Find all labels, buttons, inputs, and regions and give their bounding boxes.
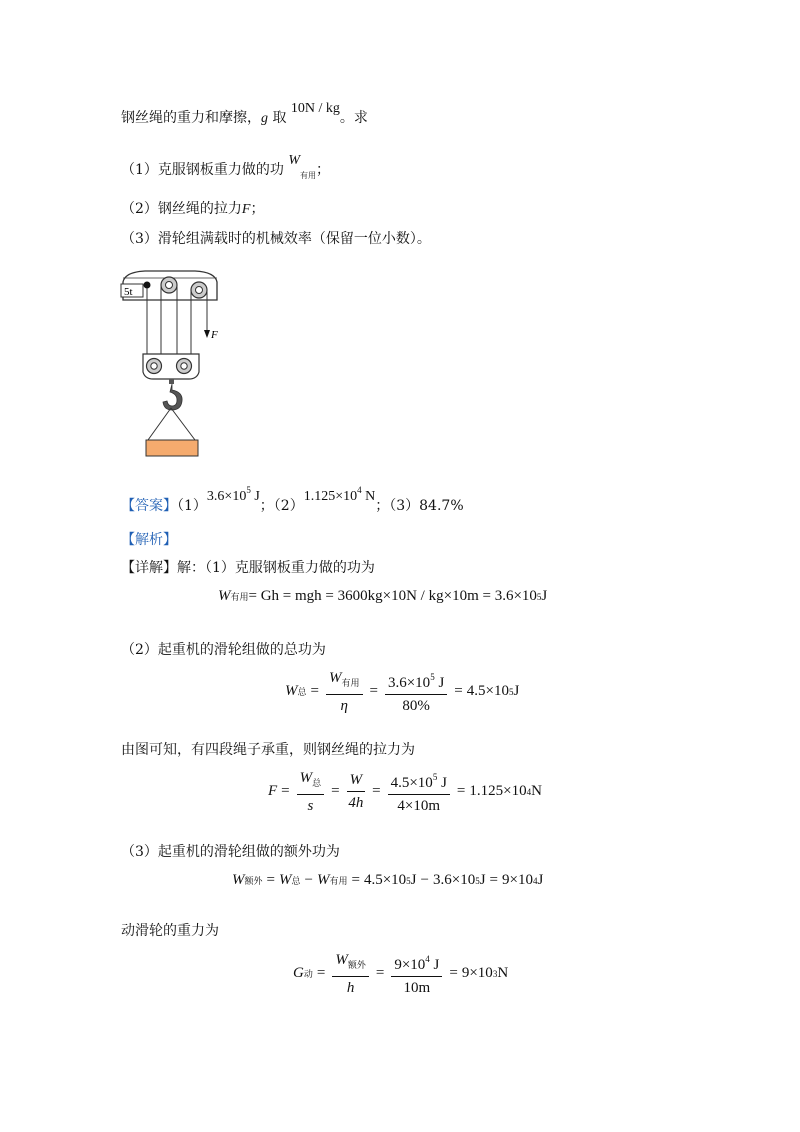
equation-2: W 总 = $\frac{W_{有用}}{\eta}$ = $\frac{3.6\times 10^5 J}{80\%}$ = 4.5×10 5 J (285, 669, 520, 714)
q1-w-sub: 有用 (300, 171, 317, 180)
step-4: （3）起重机的滑轮组做的额外功为 (121, 844, 340, 860)
equation-1: W 有用 = Gh = mgh = 3600kg×10N / kg×10m = 3.6×10 5 J (218, 588, 548, 604)
answer-1: $3.6\times 10^5$ J (206, 485, 260, 504)
answer-line (121, 485, 464, 517)
answer-p1: （1） (177, 498, 207, 514)
g-value: 10N / kg (290, 101, 340, 116)
fixed-pulley-1 (161, 277, 177, 293)
eq3-frac-1: $\frac{W_总}{s}$ (297, 769, 325, 815)
intro-suffix: 。求 (339, 110, 368, 126)
step-2: （2）起重机的滑轮组做的总功为 (121, 642, 326, 658)
step-3: 由图可知，有四段绳子承重，则钢丝绳的拉力为 (121, 742, 415, 758)
q1-text: （1）克服钢板重力做的功 (121, 162, 284, 178)
fixed-pulley-2 (191, 282, 207, 298)
answer-sep2: ；（3）84.7% (375, 498, 464, 514)
question-1 (121, 153, 331, 186)
q1-end: ； (316, 162, 331, 178)
eq2-frac-2: $\frac{3.6\times 10^5 J}{80\%}$ (385, 668, 447, 715)
intro-take: 取 (268, 110, 287, 126)
q3-text: （3）滑轮组满载时的机械效率（保留一位小数）。 (121, 231, 431, 247)
answer-sep1: ；（2） (259, 498, 304, 514)
force-label: F (211, 329, 218, 341)
eq2-frac-1: $\frac{W_{有用}}{\eta}$ (326, 669, 363, 715)
equation-3: F = $\frac{W_总}{s}$ = $\frac{W}{4h}$ = $\frac{4.5\times 10^5 J}{4\times 10m}$ = 1.125×10 4 N (268, 769, 542, 814)
step-5: 动滑轮的重力为 (121, 923, 219, 939)
moving-pulley-1 (147, 359, 162, 374)
pulley-figure (115, 268, 225, 463)
g-symbol: g (261, 111, 268, 126)
analysis-label: 【解析】 (121, 532, 177, 548)
eq3-frac-3: $\frac{4.5\times 10^5 J}{4\times 10m}$ (388, 768, 450, 815)
question-2 (121, 199, 264, 220)
q2-text: （2）钢丝绳的拉力 (121, 201, 242, 217)
intro-line (121, 101, 368, 129)
q1-w: W (288, 153, 301, 168)
sling-ropes (148, 408, 195, 440)
q2-end: ； (250, 201, 265, 217)
steel-plate-load (146, 440, 198, 456)
eq3-frac-2: $\frac{W}{4h}$ (348, 772, 364, 811)
answer-2: $1.125\times 10^4$ N (303, 485, 376, 504)
answer-label: 【答案】 (121, 498, 177, 514)
detail-text: 解：（1）克服钢板重力做的功为 (177, 560, 375, 576)
q2-var: F (241, 202, 251, 217)
eq5-frac-2: $\frac{9\times 10^4 J}{10m}$ (391, 950, 442, 997)
eq5-frac-1: $\frac{W_{额外}}{h}$ (332, 951, 369, 997)
rope-anchor (144, 282, 151, 289)
moving-pulley-2 (177, 359, 192, 374)
hook-icon (163, 384, 182, 410)
equation-5: G 动 = $\frac{W_{额外}}{h}$ = $\frac{9\times 10^4 J}{10m}$ = 9×10 3 N (293, 951, 509, 996)
capacity-label: 5t (124, 286, 133, 298)
force-arrow (204, 330, 210, 338)
hook-shank (169, 379, 174, 384)
intro-text: 钢丝绳的重力和摩擦， (121, 110, 261, 126)
question-3 (121, 229, 431, 249)
detail-line (121, 558, 375, 578)
eq1-rest: = Gh = mgh = 3600kg×10N / kg×10m = 3.6×10 (248, 588, 537, 604)
equation-4: W 额外 = W 总 − W 有用 = 4.5×10 5 J − 3.6×10 5 J = 9×10 4 J (232, 872, 544, 888)
detail-label: 【详解】 (121, 560, 177, 576)
